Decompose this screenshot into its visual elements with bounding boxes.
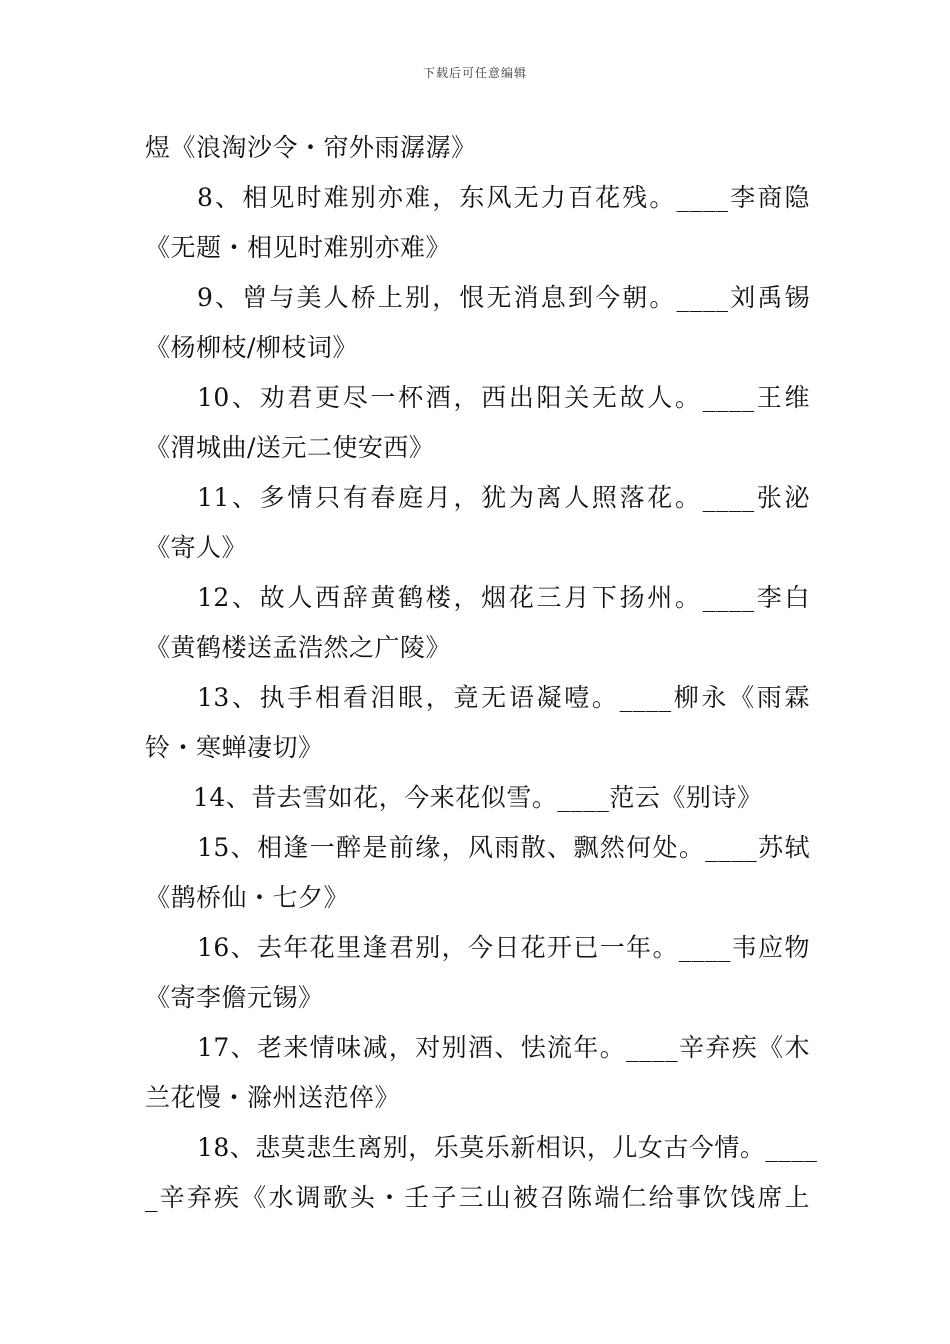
text-line-17: 16、去年花里逢君别，今日花开已一年。____韦应物 [197, 933, 810, 962]
page-header: 下载后可任意编辑 [422, 66, 527, 80]
text-line-18: 《寄李儋元锡》 [145, 983, 324, 1012]
text-line-1: 煜《浪淘沙令・帘外雨潺潺》 [145, 133, 477, 162]
text-line-8: 11、多情只有春庭月，犹为离人照落花。____张泌 [197, 483, 810, 512]
text-line-20: 兰花慢・滁州送范倅》 [145, 1083, 401, 1112]
text-line-4: 9、曾与美人桥上别，恨无消息到今朝。____刘禹锡 [197, 283, 810, 312]
text-line-6: 10、劝君更尽一杯酒，西出阳关无故人。____王维 [197, 383, 810, 412]
text-line-7: 《渭城曲/送元二使安西》 [145, 433, 435, 462]
text-line-14: 14、昔去雪如花，今来花似雪。____范云《别诗》 [193, 783, 763, 812]
text-line-22: _辛弃疾《水调歌头・壬子三山被召陈端仁给事饮饯席上 [145, 1183, 810, 1212]
text-line-11: 《黄鹤楼送孟浩然之广陵》 [145, 633, 452, 662]
text-line-19: 17、老来情味减，对别酒、怯流年。____辛弃疾《木 [197, 1033, 810, 1062]
text-line-16: 《鹊桥仙・七夕》 [145, 883, 350, 912]
text-line-2: 8、相见时难别亦难，东风无力百花残。____李商隐 [197, 183, 810, 212]
text-line-12: 13、执手相看泪眼，竟无语凝噎。____柳永《雨霖 [197, 683, 810, 712]
text-line-21: 18、悲莫悲生离别，乐莫乐新相识，儿女古今情。____ [197, 1133, 818, 1162]
text-line-13: 铃・寒蝉凄切》 [145, 733, 324, 762]
text-line-5: 《杨柳枝/柳枝词》 [145, 333, 358, 362]
text-line-3: 《无题・相见时难别亦难》 [145, 233, 452, 262]
text-line-15: 15、相逢一醉是前缘，风雨散、飘然何处。____苏轼 [197, 833, 810, 862]
text-line-9: 《寄人》 [145, 533, 248, 562]
text-line-10: 12、故人西辞黄鹤楼，烟花三月下扬州。____李白 [197, 583, 810, 612]
